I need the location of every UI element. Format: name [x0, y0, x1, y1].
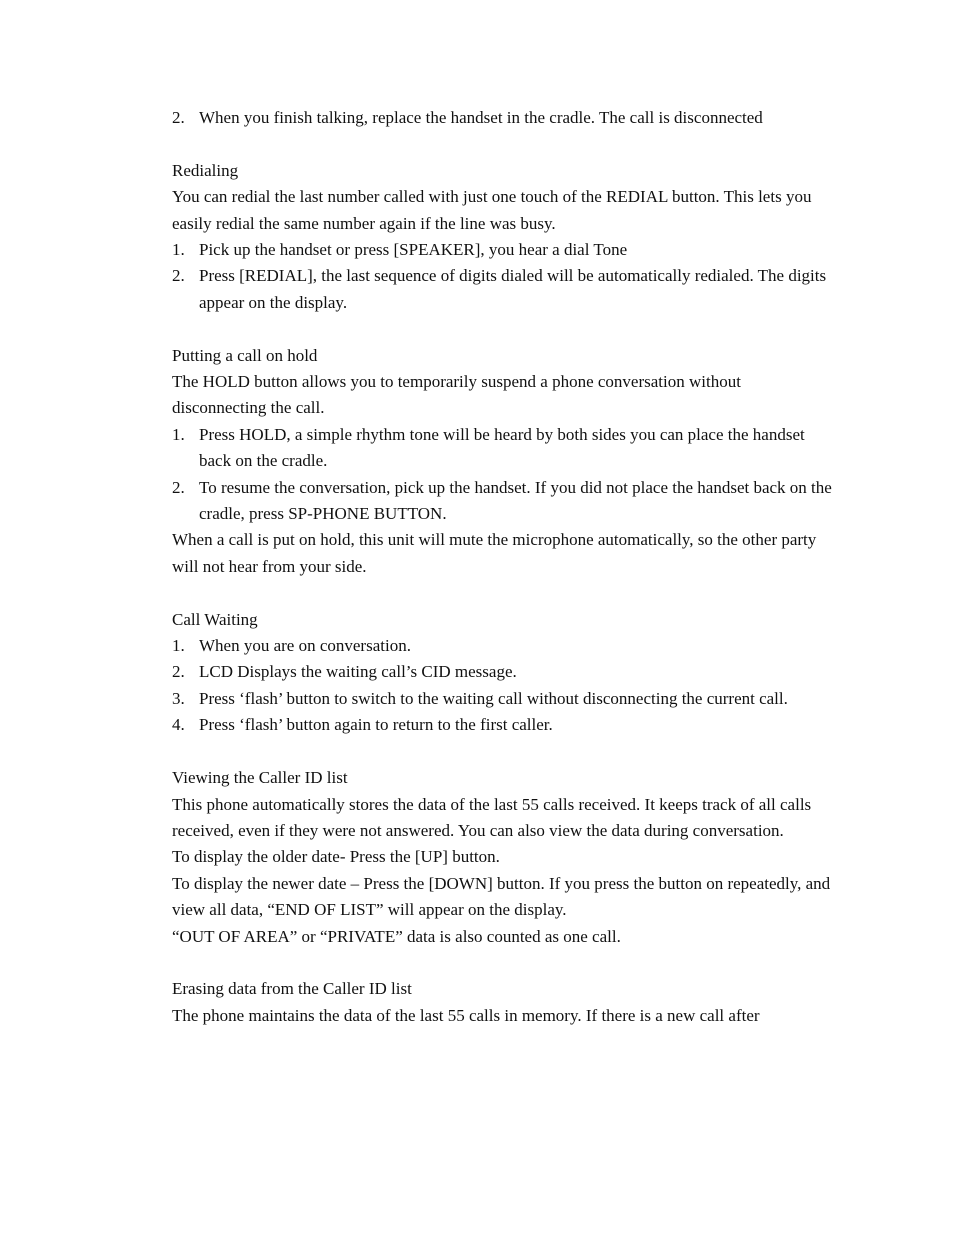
list-item [172, 422, 834, 475]
paragraph: To display the older date- Press the [UP] button. [172, 847, 500, 867]
list-text: Press ‘flash’ button again to return to the first caller. [199, 715, 553, 735]
section-description: The phone maintains the data of the last 55 calls in memory. If there is a new call after [172, 1005, 760, 1025]
paragraph: “OUT OF AREA” or “PRIVATE” data is also counted as one call. [172, 926, 621, 946]
paragraph: To display the newer date – Press the [DOWN] button. If you press the button on repeatedly, and view all data, “END OF LIST” will appear on the display. [172, 873, 831, 920]
intro-section [172, 105, 834, 131]
spacer [172, 316, 834, 342]
list-text: Press ‘flash’ button to switch to the waiting call without disconnecting the current call. [199, 688, 788, 708]
erasing-section [172, 976, 834, 1029]
redialing-section [172, 158, 834, 316]
list-item [172, 712, 834, 738]
list-number: 3. [172, 688, 185, 708]
list-item [172, 686, 834, 712]
list-text: When you are on conversation. [199, 636, 411, 656]
list-number: 1. [172, 240, 185, 260]
list-text: Press HOLD, a simple rhythm tone will be heard by both sides you can place the handset back on the cradle. [199, 424, 805, 471]
list-number: 2. [172, 266, 185, 286]
section-description: You can redial the last number called with just one touch of the REDIAL button. This lets you easily redial the same number again if the line was busy. [172, 187, 812, 233]
list-text: Pick up the handset or press [SPEAKER], you hear a dial Tone [199, 240, 628, 260]
list-text: When you finish talking, replace the handset in the cradle. The call is disconnected [199, 108, 763, 127]
list-item [172, 263, 834, 316]
list-text: Press [REDIAL], the last sequence of digits dialed will be automatically redialed. The digits appear on the display. [199, 266, 827, 312]
list-item [172, 633, 834, 659]
list-number: 2. [172, 477, 185, 497]
list-number: 4. [172, 715, 185, 735]
list-text: LCD Displays the waiting call’s CID message. [199, 662, 517, 682]
list-text: To resume the conversation, pick up the handset. If you did not place the handset back on the cradle, press SP-PHONE BUTTON. [199, 477, 832, 524]
hold-section [172, 343, 834, 581]
spacer [172, 739, 834, 765]
spacer [172, 131, 834, 157]
list-item [172, 659, 834, 685]
section-description: The HOLD button allows you to temporarily suspend a phone conversation without disconnecting the call. [172, 372, 741, 418]
section-heading: Putting a call on hold [172, 345, 318, 365]
section-heading: Call Waiting [172, 609, 258, 629]
list-item [172, 105, 834, 131]
list-item [172, 475, 834, 528]
section-note: When a call is put on hold, this unit will mute the microphone automatically, so the other party will not hear from your side. [172, 530, 817, 576]
list-number: 1. [172, 636, 185, 656]
call-waiting-section [172, 607, 834, 739]
section-heading: Erasing data from the Caller ID list [172, 979, 412, 999]
caller-id-section [172, 765, 834, 950]
spacer [172, 950, 834, 976]
list-number: 2. [172, 662, 185, 682]
section-heading: Redialing [172, 160, 239, 180]
list-number: 1. [172, 424, 185, 444]
paragraph: This phone automatically stores the data of the last 55 calls received. It keeps track of all calls received, even if they were not answered. You can also view the data during conversation. [172, 794, 812, 840]
section-heading: Viewing the Caller ID list [172, 768, 348, 788]
spacer [172, 580, 834, 606]
list-item [172, 237, 834, 263]
list-number: 2. [172, 108, 185, 127]
